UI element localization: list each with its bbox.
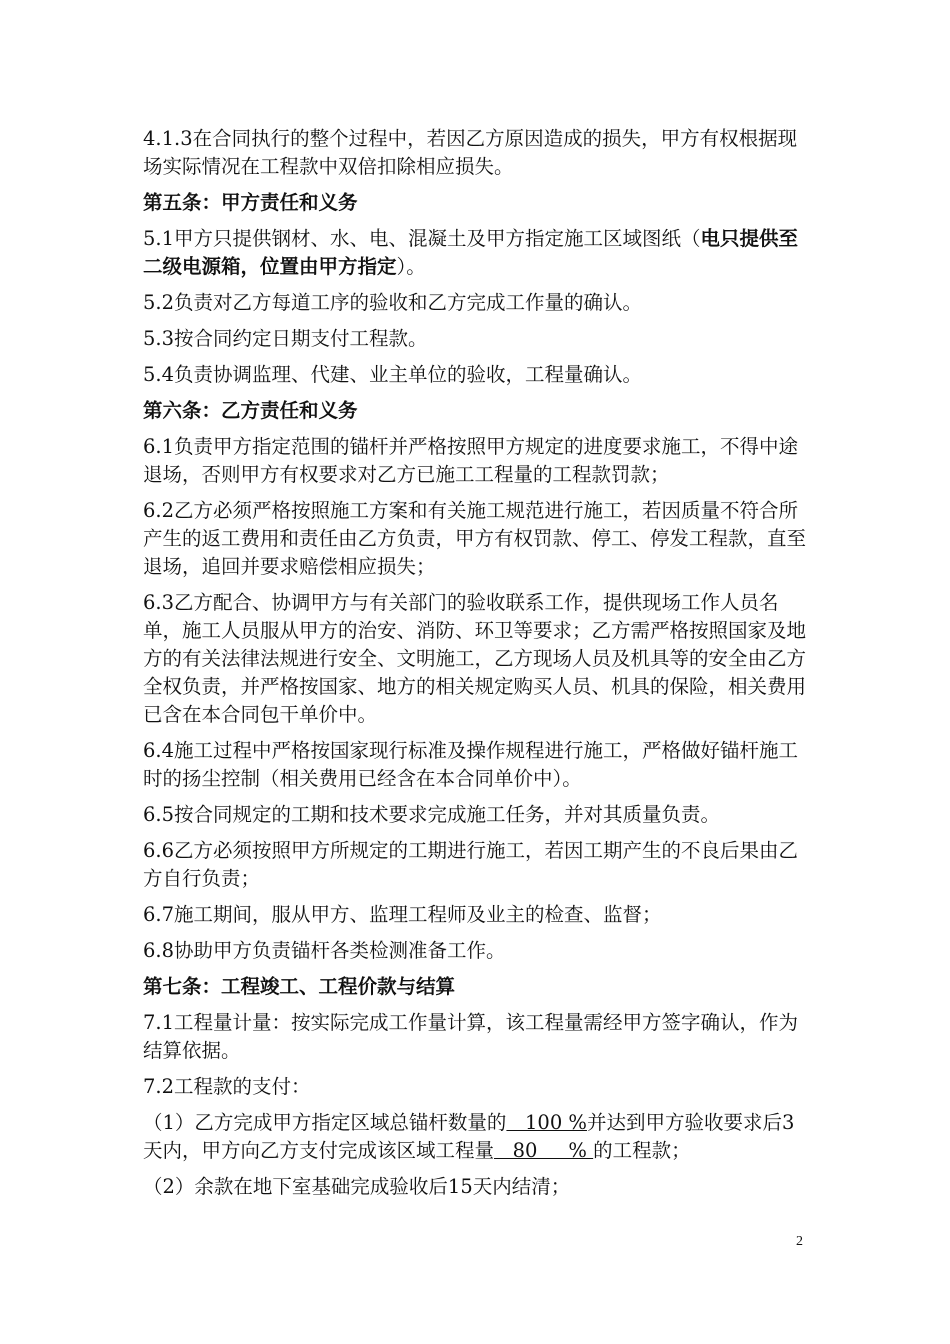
clause-5-1-text: 5.1甲方只提供钢材、水、电、混凝土及甲方指定施工区域图纸（: [143, 227, 701, 250]
clause-6-3: 6.3乙方配合、协调甲方与有关部门的验收联系工作，提供现场工作人员名单，施工人员服从甲方的治安、消防、环卫等要求；乙方需严格按照国家及地方的有关法律法规进行安全、文明施工，乙方现场人员及机具等的安全由乙方全权负责，并严格按国家、地方的相关规定购买人员、机具的保险，相关费用已含在本合同包干单价中。: [143, 591, 807, 726]
clause-6-6: 6.6乙方必须按照甲方所规定的工期进行施工，若因工期产生的不良后果由乙方自行负责；: [143, 839, 799, 890]
clause-6-8: 6.8协助甲方负责锚杆各类检测准备工作。: [143, 939, 506, 962]
payment-item-1-mid: 并达到甲方验收要求后3天内，甲方向乙方支付完成该区域工程量: [143, 1111, 795, 1162]
clause-6-7: 6.7施工期间，服从甲方、监理工程师及业主的检查、监督；: [143, 903, 662, 926]
clause-5-3: 5.3按合同约定日期支付工程款。: [143, 327, 428, 350]
clause-6-1: 6.1负责甲方指定范围的锚杆并严格按照甲方规定的进度要求施工，不得中途退场，否则甲方有权要求对乙方已施工工程量的工程款罚款；: [143, 435, 799, 486]
clause-5-4: 5.4负责协调监理、代建、业主单位的验收，工程量确认。: [143, 363, 643, 386]
payment-item-1: [143, 1109, 813, 1165]
clause-6-5: 6.5按合同规定的工期和技术要求完成施工任务，并对其质量负责。: [143, 803, 721, 826]
clause-6-4: 6.4施工过程中严格按国家现行标准及操作规程进行施工，严格做好锚杆施工时的扬尘控制（相关费用已经含在本合同单价中）。: [143, 739, 799, 790]
clause-5-1-bold: 电只提供至二级电源箱，位置由甲方指定: [143, 227, 799, 278]
heading-article-5: 第五条：甲方责任和义务: [143, 191, 358, 214]
clause-5-1-end: ）。: [396, 255, 426, 278]
payment-item-1-text: （1）乙方完成甲方指定区域总锚杆数量的: [143, 1111, 507, 1134]
heading-article-7: 第七条：工程竣工、工程价款与结算: [143, 975, 456, 998]
clause-5-1: [143, 225, 813, 281]
payment-item-2: （2）余款在地下室基础完成验收后15天内结清；: [143, 1175, 571, 1198]
document-page: [143, 125, 813, 1209]
heading-article-6: 第六条：乙方责任和义务: [143, 399, 358, 422]
clause-5-2: 5.2负责对乙方每道工序的验收和乙方完成工作量的确认。: [143, 291, 643, 314]
clause-4-1-3: 4.1.3在合同执行的整个过程中，若因乙方原因造成的损失，甲方有权根据现场实际情况在工程款中双倍扣除相应损失。: [143, 127, 798, 178]
clause-6-2: 6.2乙方必须严格按照施工方案和有关施工规范进行施工，若因质量不符合所产生的返工费用和责任由乙方负责，甲方有权罚款、停工、停发工程款，直至退场，追回并要求赔偿相应损失；: [143, 499, 807, 578]
payment-percent-2: 80 %: [494, 1139, 594, 1162]
page-number: 2: [796, 1234, 803, 1249]
payment-percent-1: 100 %: [506, 1111, 587, 1134]
payment-item-1-end: 的工程款；: [593, 1139, 691, 1162]
clause-7-2: 7.2工程款的支付：: [143, 1075, 311, 1098]
clause-7-1: 7.1工程量计量：按实际完成工作量计算，该工程量需经甲方签字确认，作为结算依据。: [143, 1011, 799, 1062]
